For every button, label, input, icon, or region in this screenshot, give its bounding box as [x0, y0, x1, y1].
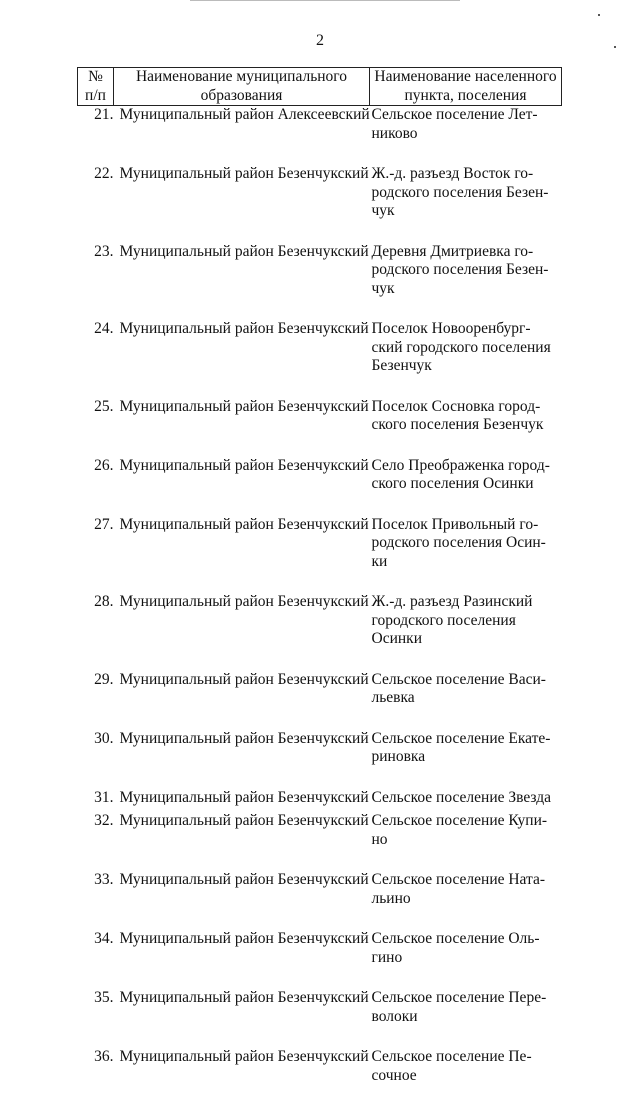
row-number: 30.	[78, 730, 114, 789]
row-number: 27.	[78, 516, 114, 594]
table-row	[78, 320, 562, 398]
row-municipality: Муниципальный район Безенчукский	[114, 165, 370, 243]
table-row	[78, 516, 562, 594]
table-row	[78, 165, 562, 243]
table-row	[78, 812, 562, 871]
row-municipality: Муниципальный район Безенчукский	[114, 320, 370, 398]
table-row	[78, 243, 562, 321]
row-municipality: Муниципальный район Безенчукский	[114, 730, 370, 789]
row-settlement: Ж.-д. разъезд Восток го-родского поселения Безен-чук	[370, 165, 562, 243]
header-municipality: Наименование муниципального образования	[114, 68, 370, 106]
row-settlement: Сельское поселение Звезда	[370, 789, 562, 813]
row-number: 28.	[78, 593, 114, 671]
row-municipality: Муниципальный район Безенчукский	[114, 812, 370, 871]
scan-speck	[598, 14, 600, 16]
header-number-symbol: №	[88, 68, 103, 85]
row-settlement: Сельское поселение Пере-волоки	[370, 989, 562, 1048]
row-municipality: Муниципальный район Безенчукский	[114, 457, 370, 516]
row-number: 35.	[78, 989, 114, 1048]
header-number-abbr: п/п	[85, 87, 106, 104]
row-municipality: Муниципальный район Безенчукский	[114, 930, 370, 989]
table-row	[78, 593, 562, 671]
table-header-row	[78, 68, 562, 106]
row-settlement: Сельское поселение Пе-сочное	[370, 1048, 562, 1107]
row-settlement: Сельское поселение Екате-риновка	[370, 730, 562, 789]
table-row	[78, 1048, 562, 1107]
row-settlement: Поселок Сосновка город-ского поселения Безенчук	[370, 398, 562, 457]
row-municipality: Муниципальный район Безенчукский	[114, 593, 370, 671]
row-number: 24.	[78, 320, 114, 398]
table-row	[78, 730, 562, 789]
row-settlement: Деревня Дмитриевка го-родского поселения Безен-чук	[370, 243, 562, 321]
row-number: 34.	[78, 930, 114, 989]
row-municipality: Муниципальный район Безенчукский	[114, 398, 370, 457]
table-row	[78, 457, 562, 516]
row-number: 23.	[78, 243, 114, 321]
row-number: 32.	[78, 812, 114, 871]
table-row	[78, 871, 562, 930]
row-settlement: Ж.-д. разъезд Разинский городского поселения Осинки	[370, 593, 562, 671]
row-number: 33.	[78, 871, 114, 930]
scan-edge-line	[190, 0, 460, 1]
table-row	[78, 106, 562, 166]
header-number	[78, 68, 114, 106]
row-settlement: Село Преображенка город-ского поселения Осинки	[370, 457, 562, 516]
row-settlement: Сельское поселение Лет-никово	[370, 106, 562, 166]
row-municipality: Муниципальный район Безенчукский	[114, 789, 370, 813]
header-settlement: Наименование населенного пункта, поселения	[370, 68, 562, 106]
row-settlement: Сельское поселение Оль-гино	[370, 930, 562, 989]
row-settlement: Поселок Привольный го-родского поселения Осин-ки	[370, 516, 562, 594]
row-municipality: Муниципальный район Безенчукский	[114, 989, 370, 1048]
row-number: 36.	[78, 1048, 114, 1107]
row-municipality: Муниципальный район Безенчукский	[114, 516, 370, 594]
row-number: 29.	[78, 671, 114, 730]
page-number: 2	[0, 32, 640, 50]
row-number: 25.	[78, 398, 114, 457]
table-row	[78, 930, 562, 989]
row-number: 21.	[78, 106, 114, 166]
table-row	[78, 789, 562, 813]
row-municipality: Муниципальный район Алексеевский	[114, 106, 370, 166]
row-settlement: Сельское поселение Ната-льино	[370, 871, 562, 930]
row-municipality: Муниципальный район Безенчукский	[114, 671, 370, 730]
table-row	[78, 398, 562, 457]
table-body	[78, 106, 562, 1107]
settlements-table	[77, 67, 562, 1107]
table-row	[78, 989, 562, 1048]
row-number: 26.	[78, 457, 114, 516]
row-number: 22.	[78, 165, 114, 243]
row-settlement: Сельское поселение Васи-льевка	[370, 671, 562, 730]
row-municipality: Муниципальный район Безенчукский	[114, 1048, 370, 1107]
row-number: 31.	[78, 789, 114, 813]
row-municipality: Муниципальный район Безенчукский	[114, 871, 370, 930]
row-settlement: Поселок Новооренбург-ский городского поселения Безенчук	[370, 320, 562, 398]
row-municipality: Муниципальный район Безенчукский	[114, 243, 370, 321]
row-settlement: Сельское поселение Купи-но	[370, 812, 562, 871]
table-row	[78, 671, 562, 730]
